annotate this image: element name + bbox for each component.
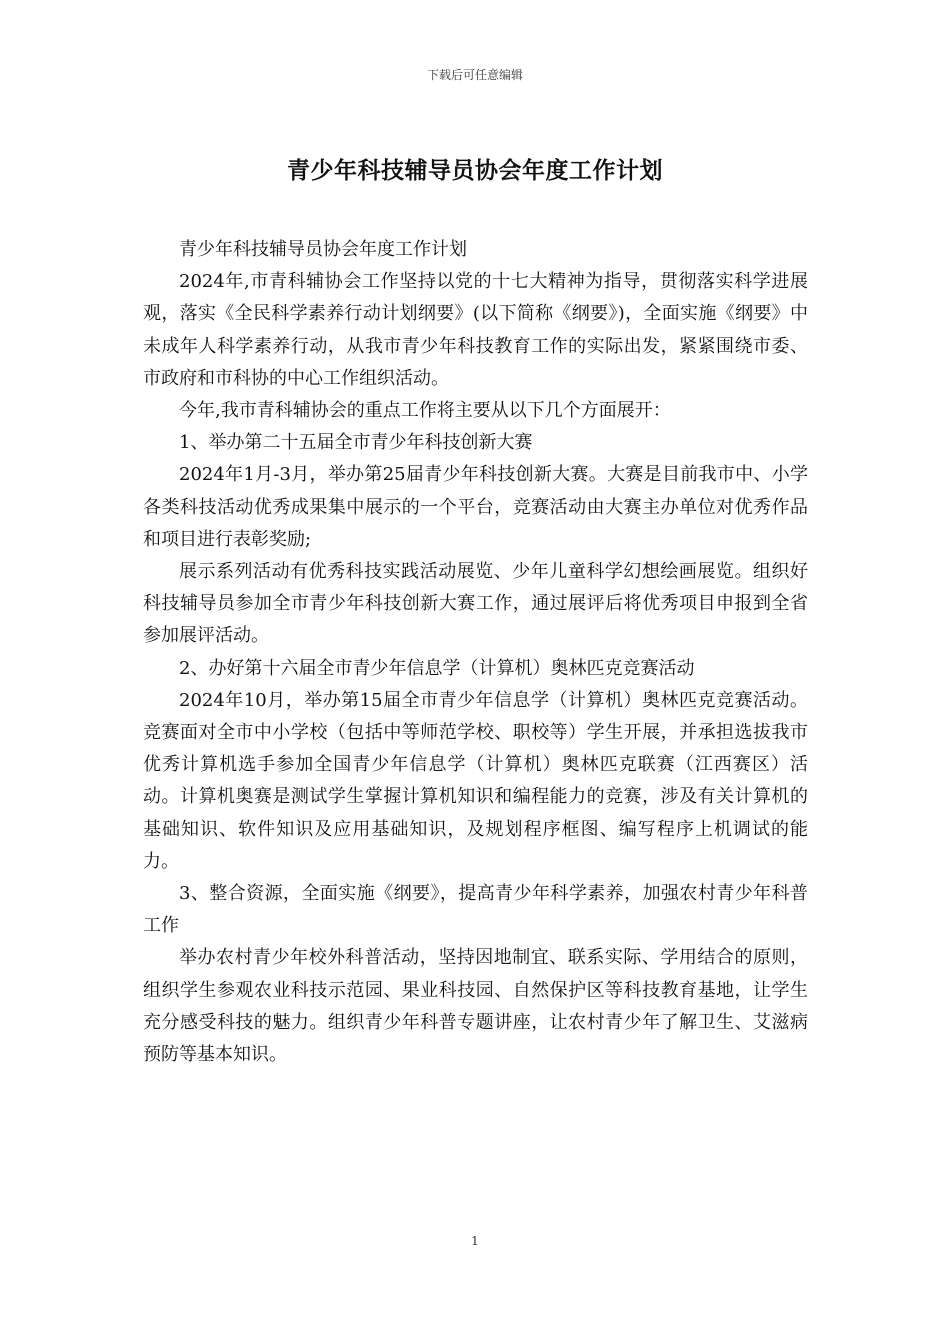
paragraph-subtitle: 青少年科技辅导员协会年度工作计划 <box>179 239 467 260</box>
paragraph-intro: 2024年,市青科辅协会工作坚持以党的十七大精神为指导，贯彻落实科学进展观，落实《全民科学素养行动计划纲要》(以下简称《纲要》)，全面实施《纲要》中未成年人科学素养行动，从我市青少年科技教育工作的实际出发，紧紧围绕市委、市政府和市科协的中心工作组织活动。 <box>143 271 808 389</box>
document-title: 青少年科技辅导员协会年度工作计划 <box>287 158 663 184</box>
paragraph-section-2: 2024年10月，举办第15届全市青少年信息学（计算机）奥林匹克竞赛活动。竞赛面对全市中小学校（包括中等师范学校、职校等）学生开展，并承担选拔我市优秀计算机选手参加全国青少年信息学（计算机）奥林匹克联赛（江西赛区）活动。计算机奥赛是测试学生掌握计算机知识和编程能力的竞赛，涉及有关计算机的基础知识、软件知识及应用基础知识，及规划程序框图、编写程序上机调试的能力。 <box>143 689 808 872</box>
paragraph-section-1a: 2024年1月-3月，举办第25届青少年科技创新大赛。大赛是目前我市中、小学各类科技活动优秀成果集中展示的一个平台，竞赛活动由大赛主办单位对优秀作品和项目进行表彰奖励; <box>143 464 808 550</box>
paragraph-section-3: 举办农村青少年校外科普活动，坚持因地制宜、联系实际、学用结合的原则，组织学生参观农业科技示范园、果业科技园、自然保护区等科技教育基地，让学生充分感受科技的魅力。组织青少年科普专题讲座，让农村青少年了解卫生、艾滋病预防等基本知识。 <box>143 947 808 1066</box>
section-heading-2: 2、办好第十六届全市青少年信息学（计算机）奥林匹克竞赛活动 <box>179 657 695 679</box>
header-note: 下载后可任意编辑 <box>426 68 523 82</box>
page-number: 1 <box>471 1234 479 1248</box>
section-heading-1: 1、举办第二十五届全市青少年科技创新大赛 <box>179 432 533 454</box>
section-heading-3: 3、整合资源，全面实施《纲要》，提高青少年科学素养，加强农村青少年科普工作 <box>143 883 808 937</box>
paragraph-overview: 今年,我市青科辅协会的重点工作将主要从以下几个方面展开： <box>179 400 671 422</box>
paragraph-section-1b: 展示系列活动有优秀科技实践活动展览、少年儿童科学幻想绘画展览。组织好科技辅导员参加全市青少年科技创新大赛工作，通过展评后将优秀项目申报到全省参加展评活动。 <box>143 561 808 647</box>
document-body <box>143 234 808 1071</box>
